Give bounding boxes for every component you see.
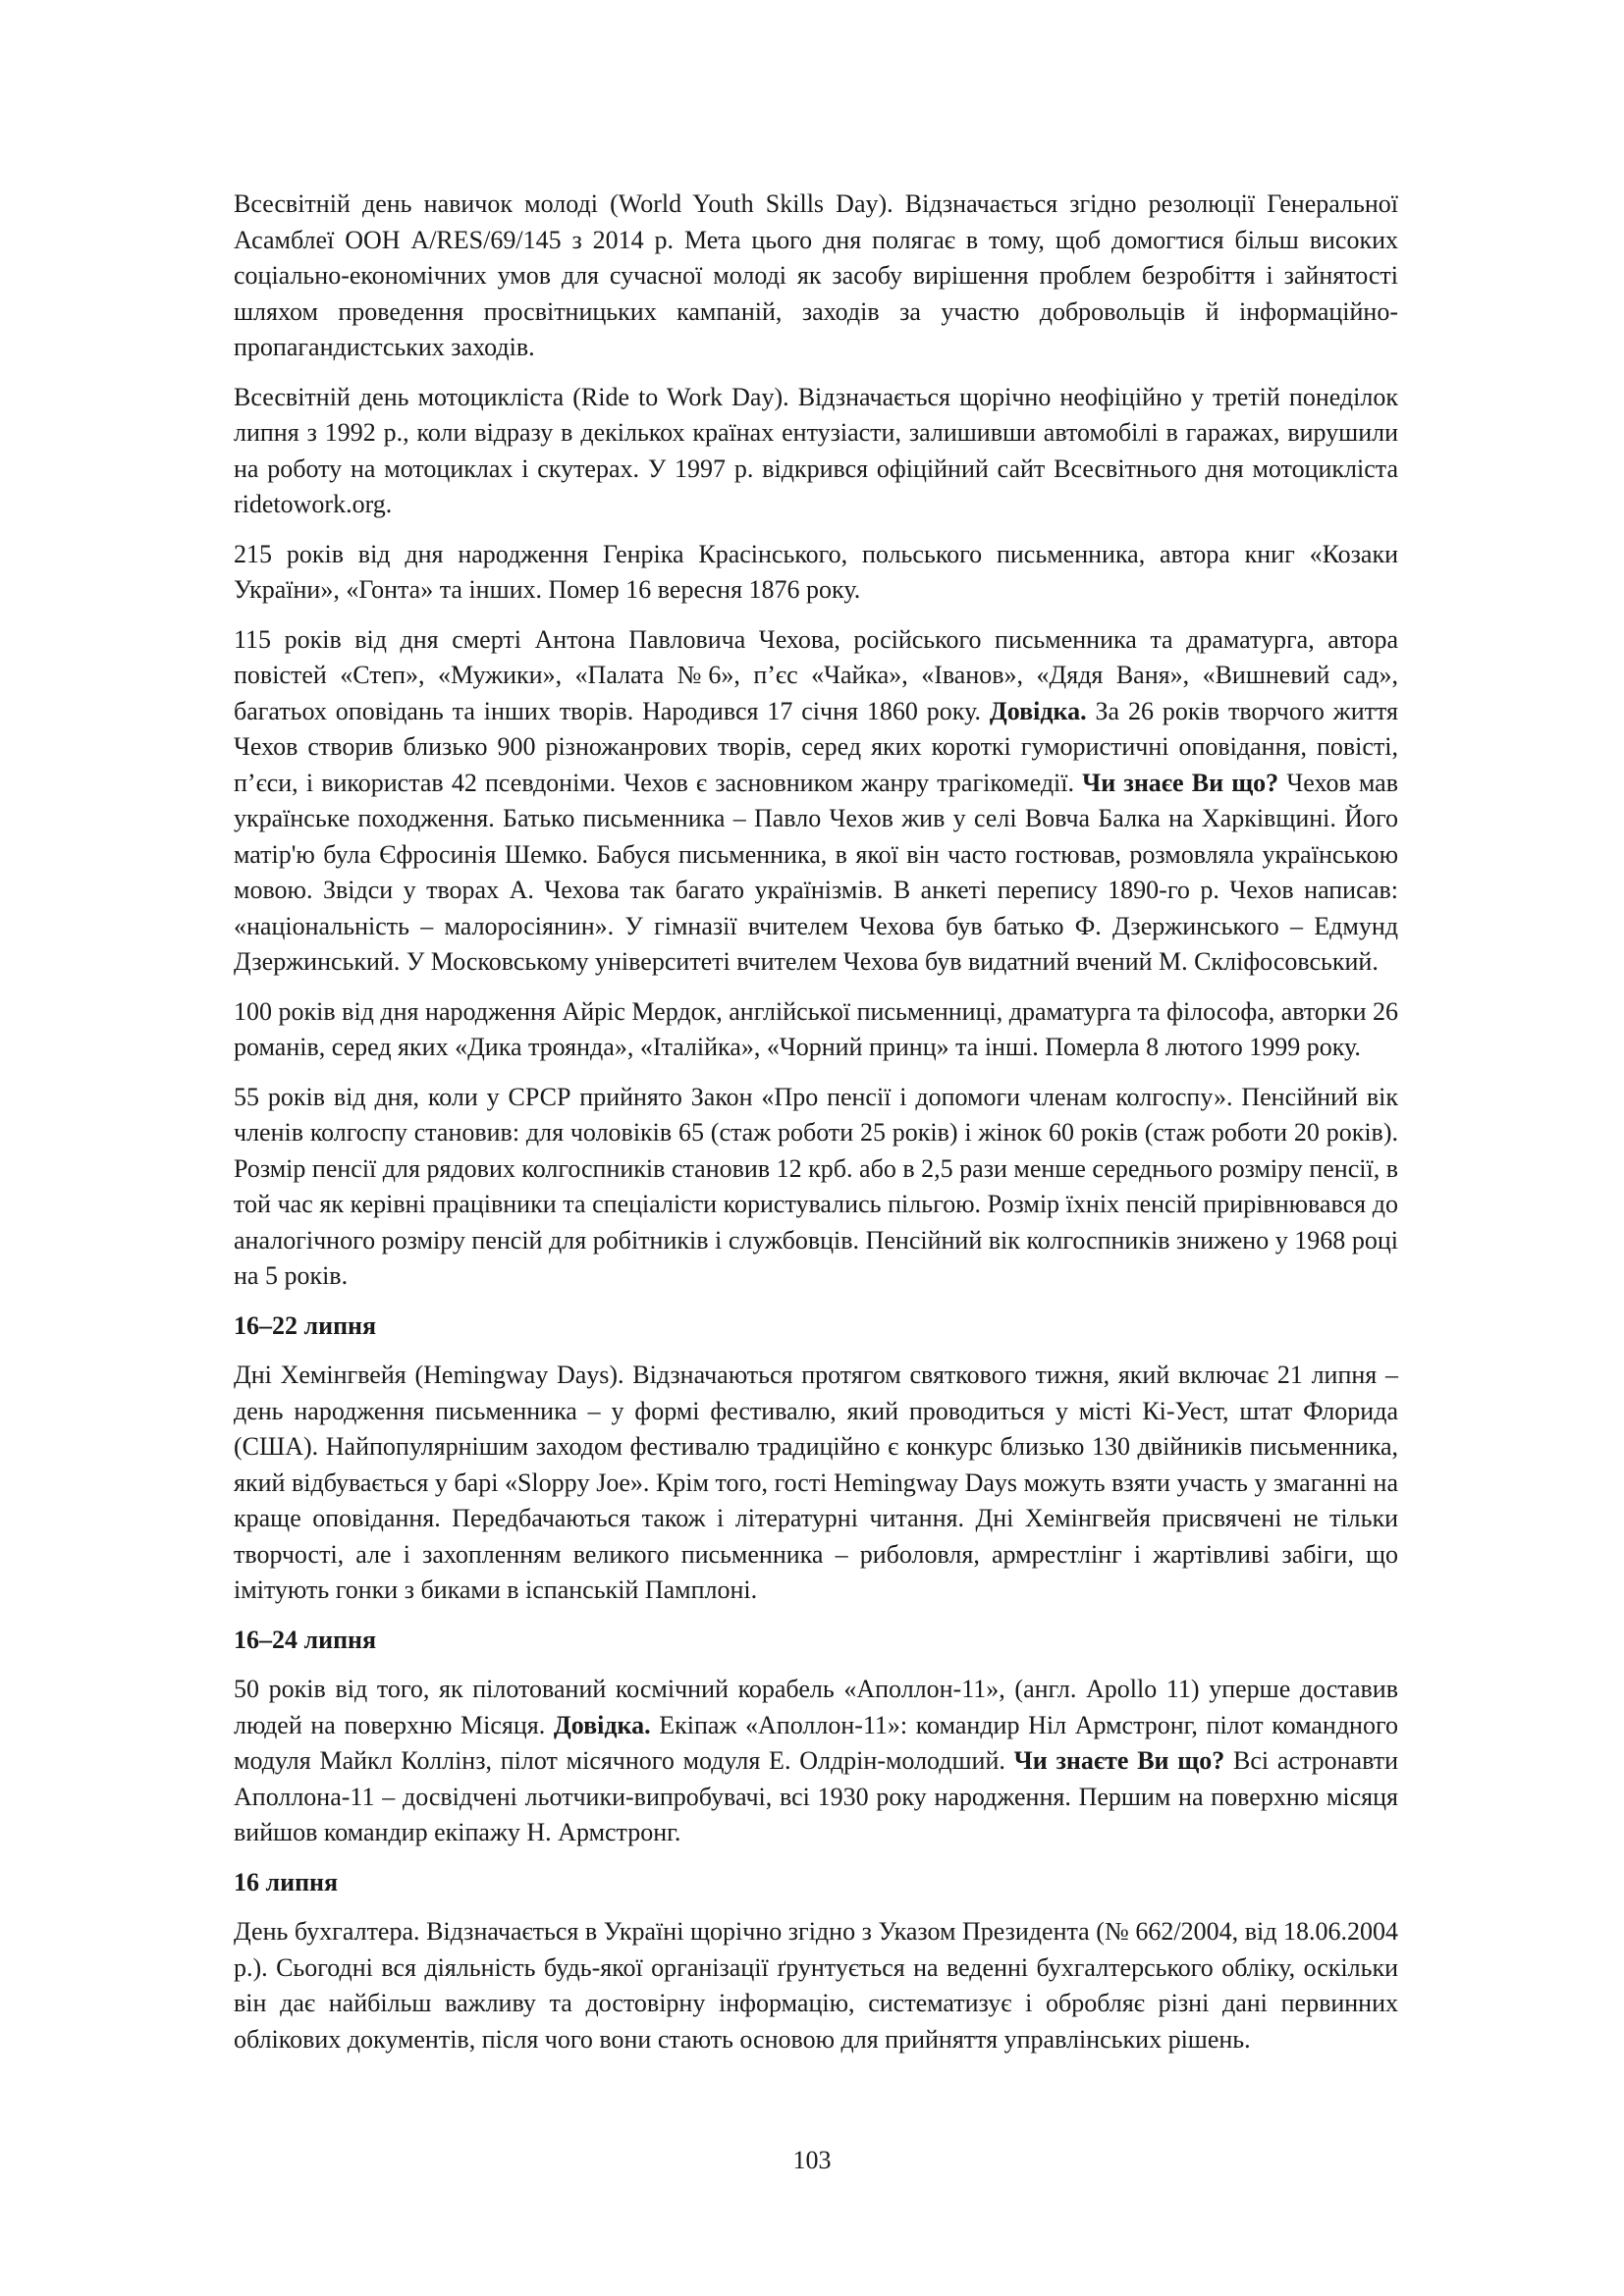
apollo-did-you-know-label: Чи знаєте Ви що? bbox=[1013, 1746, 1225, 1775]
chekhov-text-1: 115 років від дня смерті Антона Павловича Чехова, російського письменника та драматурга, автора повістей «Степ», «Мужики», «Палата №6», п’єс «Чайка», «Іванов», «Дядя Ваня», «Вишневий сад», багатьох оповідань та інших творів. Народився 17 січня 1860 року. bbox=[234, 624, 1398, 725]
apollo-text-2: Екіпаж «Аполлон-11»: командир Ніл Армстронг, пілот командного модуля Майкл Коллінз, пілот місячного модуля Е. Олдрін-молодший. bbox=[234, 1710, 1398, 1775]
chekhov-text-3: Чехов мав українське походження. Батько письменника – Павло Чехов жив у селі Вовча Балка на Харківщині. Його матір'ю була Єфросинія Шемко. Бабуся письменника, в якої він часто гостював, розмовляла українською мовою. Звідси у творах А. Чехова так багато українізмів. В анкеті перепису 1890-го р. Чехов написав: «національність – малоросіянин». У гімназії вчителем Чехова був батько Ф. Дзержинського – Едмунд Дзержинський. У Московському університеті вчителем Чехова був видатний вчений М. Скліфосовський. bbox=[234, 768, 1398, 976]
apollo-reference-label: Довідка. bbox=[553, 1710, 651, 1739]
paragraph-murdoch: 100 років від дня народження Айріс Мердок, англійської письменниці, драматурга та філософа, авторки 26 романів, серед яких «Дика троянда», «Італійка», «Чорний принц» та інші. Померла 8 лютого 1999 року. bbox=[234, 996, 1398, 1061]
paragraph-apollo-11 bbox=[234, 1672, 1398, 1851]
paragraph-accountant-day: День бухгалтера. Відзначається в Україні щорічно згідно з Указом Президента (№ 662/2004, від 18.06.2004 р.). Сьогодні вся діяльність будь-якої організації ґрунтується на веденні бухгалтерського обліку, оскільки він дає найбільш важливу та достовірну інформацію, систематизує і обробляє різні дані первинних облікових документів, після чого вони стають основою для прийняття управлінських рішень. bbox=[234, 1917, 1398, 2054]
date-heading-16-22-july: 16–22 липня bbox=[234, 1310, 377, 1340]
chekhov-did-you-know-label: Чи знаєе Ви що? bbox=[1082, 768, 1279, 797]
date-heading-16-july: 16 липня bbox=[234, 1867, 339, 1896]
paragraph-hemingway-days: Дні Хемінгвейя (Hemingway Days). Відзначаються протягом святкового тижня, який включає 21 липня – день народження письменника – у формі фестивалю, який проводиться у місті Кі-Уест, штат Флорида (США). Найпопулярнішим заходом фестивалю традиційно є конкурс близько 130 двійників письменника, який відбувається у барі «Sloppy Joe». Крім того, гості Hemingway Days можуть взяти участь у змаганні на краще оповідання. Передбачаються також і літературні читання. Дні Хемінгвейя присвячені не тільки творчості, але і захопленням великого письменника – риболовля, армрестлінг і жартівливі забіги, що імітують гонки з биками в іспанській Памплоні. bbox=[234, 1361, 1398, 1604]
apollo-text-1: 50 років від того, як пілотований космічний корабель «Аполлон-11», (англ. Apollo 11) уперше доставив людей на поверхню Місяця. bbox=[234, 1675, 1398, 1739]
page-number: 103 bbox=[792, 2146, 832, 2174]
page-content bbox=[234, 187, 1398, 2071]
paragraph-ride-to-work-day: Всесвітній день мотоцикліста (Ride to Work Day). Відзначається щорічно неофіційно у третій понеділок липня з 1992 р., коли відразу в декількох країнах ентузіасти, залишивши автомобілі в гаражах, вирушили на роботу на мотоциклах і скутерах. У 1997 р. відкрився офіційний сайт Всесвітнього дня мотоцикліста ridetowork.org. bbox=[234, 382, 1398, 518]
date-heading-16-24-july: 16–24 липня bbox=[234, 1625, 377, 1654]
paragraph-youth-skills-day: Всесвітній день навичок молоді (World Youth Skills Day). Відзначається згідно резолюції Генеральної Асамблеї ООН A/RES/69/145 з 2014 р. Мета цього дня полягає в тому, щоб домогтися більш високих соціально-економічних умов для сучасної молоді як засобу вирішення проблем безробіття і зайнятості шляхом проведення просвітницьких кампаній, заходів за участю добровольців й інформаційно-пропагандистських заходів. bbox=[234, 189, 1398, 361]
chekhov-text-2: За 26 років творчого життя Чехов створив близько 900 різножанрових творів, серед яких короткі гумористичні оповідання, повісті, п’єси, і використав 42 псевдоніми. Чехов є засновником жанру трагікомедії. bbox=[234, 696, 1398, 797]
paragraph-krasinski: 215 років від дня народження Генріка Красінського, польського письменника, автора книг «Козаки України», «Гонта» та інших. Помер 16 вересня 1876 року. bbox=[234, 539, 1398, 604]
chekhov-reference-label: Довідка. bbox=[989, 696, 1087, 725]
paragraph-pension-law: 55 років від дня, коли у СРСР прийнято Закон «Про пенсії і допомоги членам колгоспу». Пенсійний вік членів колгоспу становив: для чоловіків 65 (стаж роботи 25 років) і жінок 60 років (стаж роботи 20 років). Розмір пенсії для рядових колгоспників становив 12 крб. або в 2,5 рази менше середнього розміру пенсії, в той час як керівні працівники та спеціалісти користувались пільгою. Розмір їхніх пенсій прирівнювався до аналогічного розміру пенсій для робітників і службовців. Пенсійний вік колгоспників знижено у 1968 році на 5 років. bbox=[234, 1082, 1398, 1290]
paragraph-chekhov bbox=[234, 622, 1398, 981]
apollo-text-3: Всі астронавти Аполлона-11 – досвідчені льотчики-випробувачі, всі 1930 року народження. Першим на поверхню місяця вийшов командир екіпажу Н. Армстронг. bbox=[234, 1746, 1398, 1846]
